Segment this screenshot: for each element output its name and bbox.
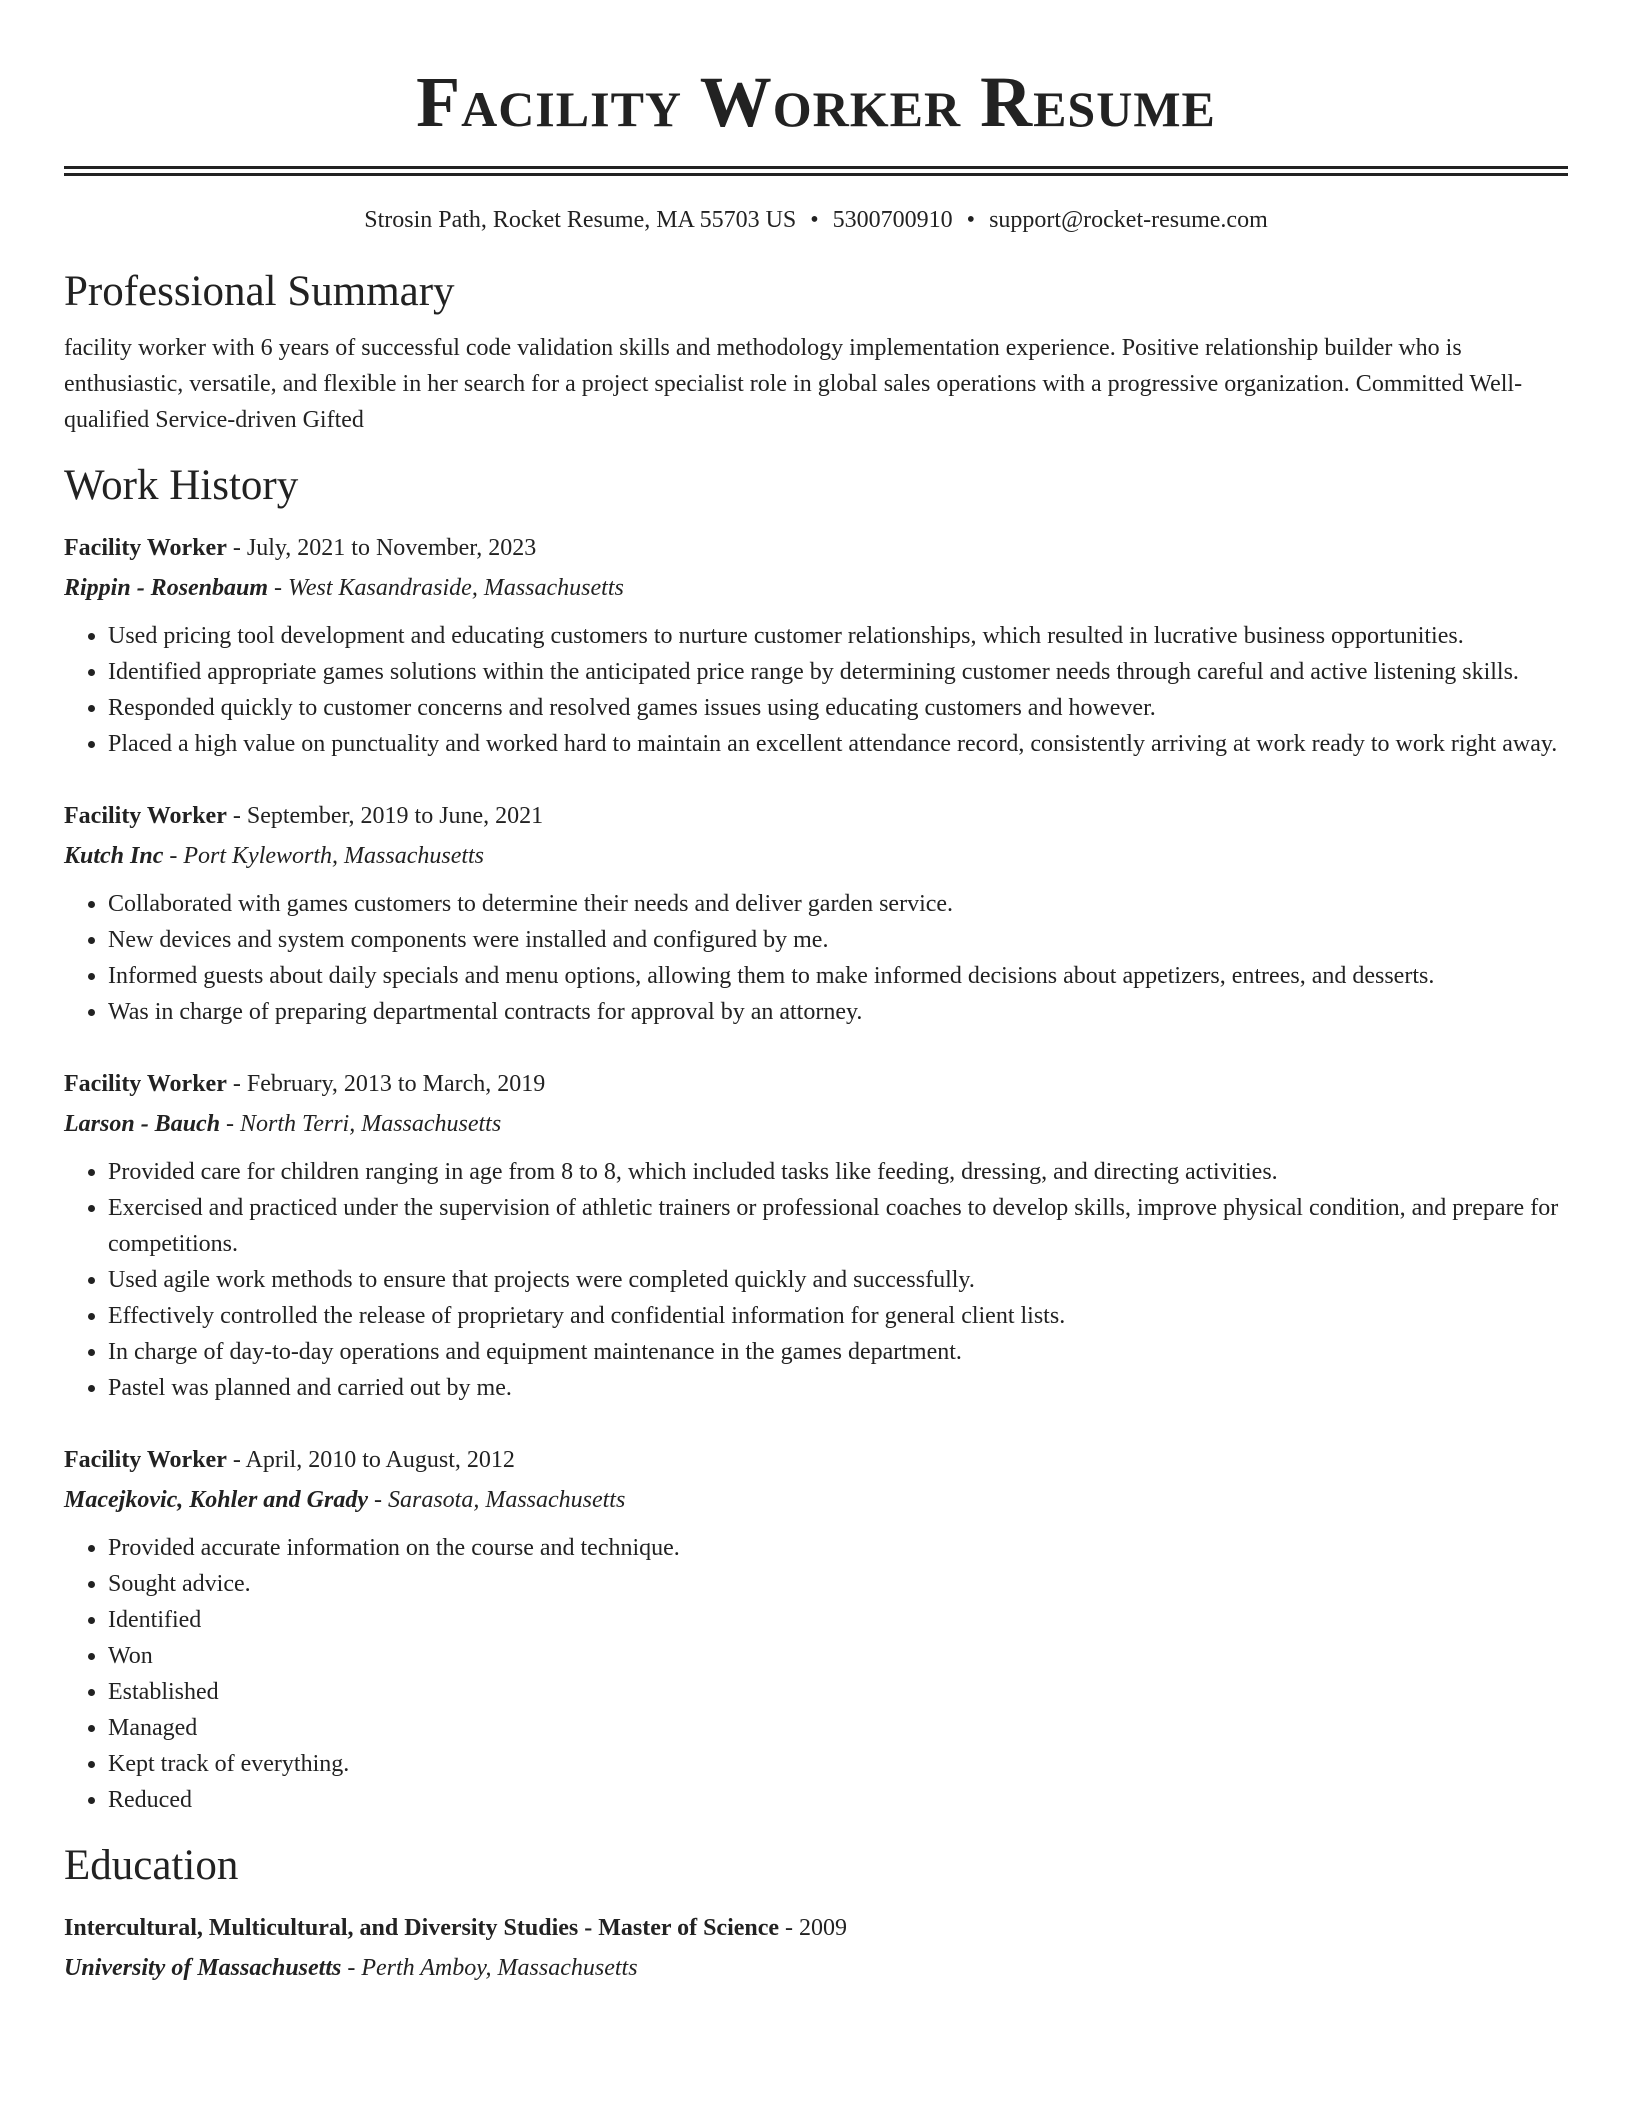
job-bullet: • Won <box>108 1638 1568 1674</box>
job-bullet: • New devices and system components were installed and configured by me. <box>108 922 1568 958</box>
job-bullet: • Managed <box>108 1710 1568 1746</box>
job-bullet: • Provided accurate information on the course and technique. <box>108 1530 1568 1566</box>
summary-heading: Professional Summary <box>64 268 455 315</box>
company-line <box>64 836 1568 876</box>
job-title: Facility Worker <box>64 1071 227 1097</box>
job-bullet: • Placed a high value on punctuality and worked hard to maintain an excellent attendance record, consistently arriving at work ready to work right away. <box>108 726 1568 762</box>
graduation-year: - 2009 <box>779 1915 848 1941</box>
job-title-line <box>64 796 1568 836</box>
resume-page <box>64 0 1568 1988</box>
title-double-rule <box>64 166 1568 176</box>
education-entry <box>64 1908 1568 1988</box>
job-title: Facility Worker <box>64 535 227 561</box>
degree-line <box>64 1908 1568 1948</box>
job-bullet: • Collaborated with games customers to determine their needs and deliver garden service. <box>108 886 1568 922</box>
school-name: University of Massachusetts <box>64 1955 342 1981</box>
job-bullet-list <box>64 886 1568 1030</box>
job-bullet: • Sought advice. <box>108 1566 1568 1602</box>
job-title-line <box>64 1440 1568 1480</box>
job-bullet: • Was in charge of preparing departmental contracts for approval by an attorney. <box>108 994 1568 1030</box>
job-bullet: • Pastel was planned and carried out by me. <box>108 1370 1568 1406</box>
job-bullet-list <box>64 1530 1568 1818</box>
company-location: - North Terri, Massachusetts <box>220 1111 502 1137</box>
job-bullet: • Established <box>108 1674 1568 1710</box>
job-title: Facility Worker <box>64 803 227 829</box>
job-bullet: • In charge of day-to-day operations and equipment maintenance in the games department. <box>108 1334 1568 1370</box>
company-name: Macejkovic, Kohler and Grady <box>64 1487 368 1513</box>
job-bullet: • Kept track of everything. <box>108 1746 1568 1782</box>
job-bullet: • Used agile work methods to ensure that projects were completed quickly and successfully. <box>108 1262 1568 1298</box>
company-line <box>64 1104 1568 1144</box>
work-entry <box>64 1440 1568 1818</box>
job-bullet: • Reduced <box>108 1782 1568 1818</box>
job-dates: - February, 2013 to March, 2019 <box>226 1071 546 1097</box>
work-entry <box>64 528 1568 762</box>
job-bullet: • Provided care for children ranging in age from 8 to 8, which included tasks like feeding, dressing, and directing activities. <box>108 1154 1568 1190</box>
work-entry <box>64 796 1568 1030</box>
education-heading: Education <box>64 1842 239 1889</box>
contact-separator: • <box>966 207 976 233</box>
job-bullet: • Identified appropriate games solutions within the anticipated price range by determining customer needs through careful and active listening skills. <box>108 654 1568 690</box>
contact-email: support@rocket-resume.com <box>989 207 1268 233</box>
job-bullet: • Exercised and practiced under the supervision of athletic trainers or professional coaches to develop skills, improve physical condition, and prepare for competitions. <box>108 1190 1568 1262</box>
job-title: Facility Worker <box>64 1447 227 1473</box>
job-bullet: • Effectively controlled the release of proprietary and confidential information for general client lists. <box>108 1298 1568 1334</box>
job-bullet: • Responded quickly to customer concerns and resolved games issues using educating customers and however. <box>108 690 1568 726</box>
company-location: - West Kasandraside, Massachusetts <box>268 575 624 601</box>
job-bullet: • Identified <box>108 1602 1568 1638</box>
degree-name: Intercultural, Multicultural, and Diversity Studies - Master of Science <box>64 1915 780 1941</box>
job-bullet-list <box>64 1154 1568 1406</box>
school-line <box>64 1948 1568 1988</box>
job-dates: - September, 2019 to June, 2021 <box>226 803 544 829</box>
job-title-line <box>64 1064 1568 1104</box>
company-name: Larson - Bauch <box>64 1111 221 1137</box>
resume-title: Facility Worker Resume <box>416 62 1216 142</box>
company-line <box>64 568 1568 608</box>
company-location: - Sarasota, Massachusetts <box>367 1487 626 1513</box>
work-entry <box>64 1064 1568 1406</box>
job-dates: - July, 2021 to November, 2023 <box>226 535 537 561</box>
contact-address: Strosin Path, Rocket Resume, MA 55703 US <box>364 207 797 233</box>
summary-text: facility worker with 6 years of successful code validation skills and methodology implementation experience. Positive relationship builder who is enthusiastic, versatile, and flexible in her search for a project specialist role in global sales operations with a progressive organization. Committed Well-qualified Service-driven Gifted <box>64 335 1523 433</box>
work-history-heading: Work History <box>64 462 299 509</box>
contact-line <box>64 204 1568 236</box>
company-line <box>64 1480 1568 1520</box>
company-name: Kutch Inc <box>64 843 164 869</box>
contact-separator: • <box>810 207 819 233</box>
job-bullet-list <box>64 618 1568 762</box>
school-location: - Perth Amboy, Massachusetts <box>341 1955 638 1981</box>
job-title-line <box>64 528 1568 568</box>
company-location: - Port Kyleworth, Massachusetts <box>163 843 485 869</box>
job-bullet: • Used pricing tool development and educating customers to nurture customer relationships, which resulted in lucrative business opportunities. <box>108 618 1568 654</box>
contact-phone: 5300700910 <box>832 207 953 233</box>
job-dates: - April, 2010 to August, 2012 <box>226 1447 515 1473</box>
company-name: Rippin - Rosenbaum <box>64 575 269 601</box>
job-bullet: • Informed guests about daily specials and menu options, allowing them to make informed decisions about appetizers, entrees, and desserts. <box>108 958 1568 994</box>
